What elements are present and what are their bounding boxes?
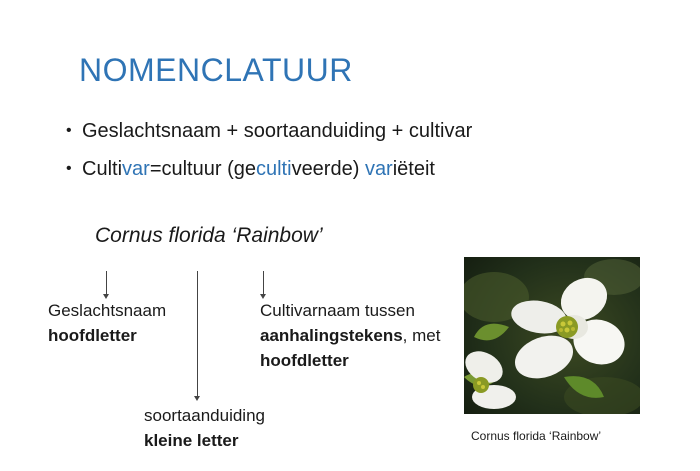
- cultivar-label-rule2: hoofdletter: [260, 351, 349, 370]
- species-label-rule: kleine letter: [144, 431, 239, 450]
- bullet-item-cultivar-definition: [66, 154, 472, 192]
- bullet-text-part: Culti: [82, 158, 123, 180]
- photo-caption: Cornus florida ‘Rainbow’: [471, 429, 602, 443]
- arrow-to-species-icon: [197, 271, 198, 397]
- cultivar-label-line1: Cultivarnaam tussen: [260, 301, 415, 320]
- arrow-to-cultivar-icon: [263, 271, 264, 295]
- cultivar-label-rule: aanhalingstekens: [260, 326, 403, 345]
- genus-label: [48, 298, 166, 348]
- bullet-list: [66, 116, 472, 192]
- species-label-line1: soortaanduiding: [144, 406, 265, 425]
- highlight-var: var: [122, 158, 150, 180]
- genus-label-line1: Geslachtsnaam: [48, 301, 167, 320]
- cultivar-label: [260, 298, 440, 373]
- cultivar-label-rule-cont: , met: [402, 326, 441, 345]
- bullet-text-part: iëteit: [392, 158, 435, 180]
- bullet-text-part: =cultuur (ge: [149, 158, 256, 180]
- highlight-var: var: [364, 158, 393, 180]
- dogwood-flower-photo: [464, 257, 640, 414]
- bullet-text-part: veerde): [291, 158, 365, 180]
- bullet-dot-icon: •: [66, 122, 72, 139]
- bullet-text: Geslachtsnaam + soortaanduiding + cultivar: [82, 120, 473, 142]
- species-name-example: Cornus florida ‘Rainbow’: [95, 224, 323, 247]
- highlight-culti: culti: [255, 158, 292, 180]
- arrow-to-genus-icon: [106, 271, 107, 295]
- bullet-item-naming-formula: [66, 116, 472, 154]
- slide-title: NOMENCLATUUR: [79, 52, 353, 88]
- species-epithet-label: [144, 403, 265, 453]
- bullet-dot-icon: •: [66, 160, 72, 177]
- genus-label-rule: hoofdletter: [48, 326, 137, 345]
